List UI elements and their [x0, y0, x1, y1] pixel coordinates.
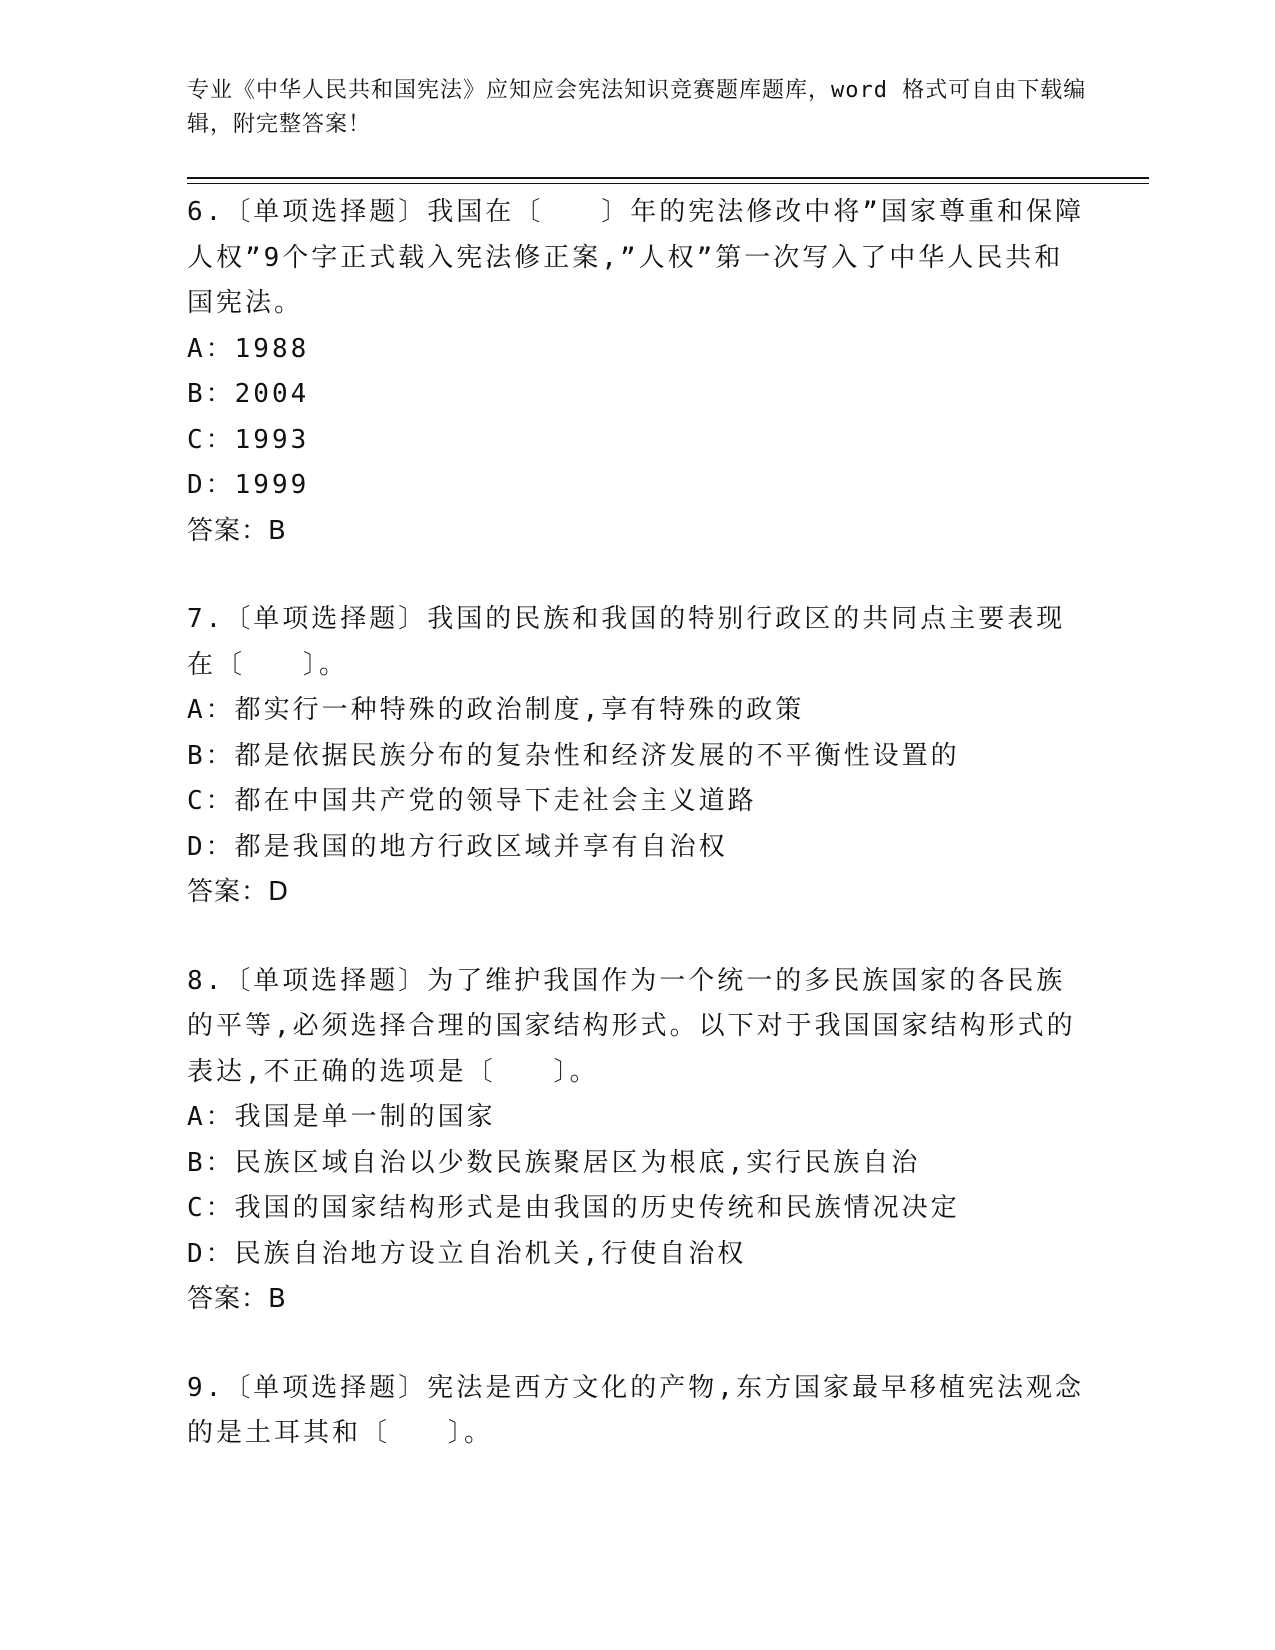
- question-text: 9.〔单项选择题〕宪法是西方文化的产物,东方国家最早移植宪法观念的是土耳其和〔 〕。: [187, 1372, 1084, 1448]
- option-b: B：都是依据民族分布的复杂性和经济发展的不平衡性设置的: [187, 740, 960, 771]
- option-a: A：我国是单一制的国家: [187, 1102, 496, 1132]
- option-a: A：1988: [187, 333, 310, 364]
- option-b: B：民族区域自治以少数民族聚居区为根底,实行民族自治: [187, 1147, 921, 1178]
- option-d: D：都是我国的地方行政区域并享有自治权: [187, 831, 728, 862]
- question-text: 8.〔单项选择题〕为了维护我国作为一个统一的多民族国家的各民族的平等,必须选择合理的国家结构形式。以下对于我国国家结构形式的表达,不正确的选项是〔 〕。: [187, 965, 1076, 1087]
- question-list: [187, 190, 1087, 1457]
- answer: 答案：B: [187, 515, 287, 546]
- option-a: A：都实行一种特殊的政治制度,享有特殊的政策: [187, 695, 805, 725]
- answer: 答案：D: [187, 877, 290, 907]
- question-8: [187, 959, 1087, 1323]
- question-7: [187, 597, 1087, 916]
- question-text: 7.〔单项选择题〕我国的民族和我国的特别行政区的共同点主要表现在〔 〕。: [187, 604, 1066, 680]
- header-rule-thick: [187, 177, 1149, 179]
- option-c: C：都在中国共产党的领导下走社会主义道路: [187, 786, 757, 816]
- document-header: 专业《中华人民共和国宪法》应知应会宪法知识竞赛题库题库，word 格式可自由下载编辑，附完整答案！: [187, 78, 1087, 137]
- option-c: C：1993: [187, 424, 310, 455]
- question-text: 6.〔单项选择题〕我国在〔 〕年的宪法修改中将”国家尊重和保障人权”9个字正式载入宪法修正案,”人权”第一次写入了中华人民共和国宪法。: [187, 197, 1084, 318]
- question-9: [187, 1366, 1087, 1457]
- option-d: D：1999: [187, 470, 310, 500]
- option-c: C：我国的国家结构形式是由我国的历史传统和民族情况决定: [187, 1193, 960, 1223]
- header-rule-thin: [187, 183, 1149, 184]
- option-b: B：2004: [187, 379, 310, 409]
- answer: 答案：B: [187, 1284, 287, 1314]
- option-d: D：民族自治地方设立自治机关,行使自治权: [187, 1238, 747, 1269]
- question-6: [187, 190, 1087, 554]
